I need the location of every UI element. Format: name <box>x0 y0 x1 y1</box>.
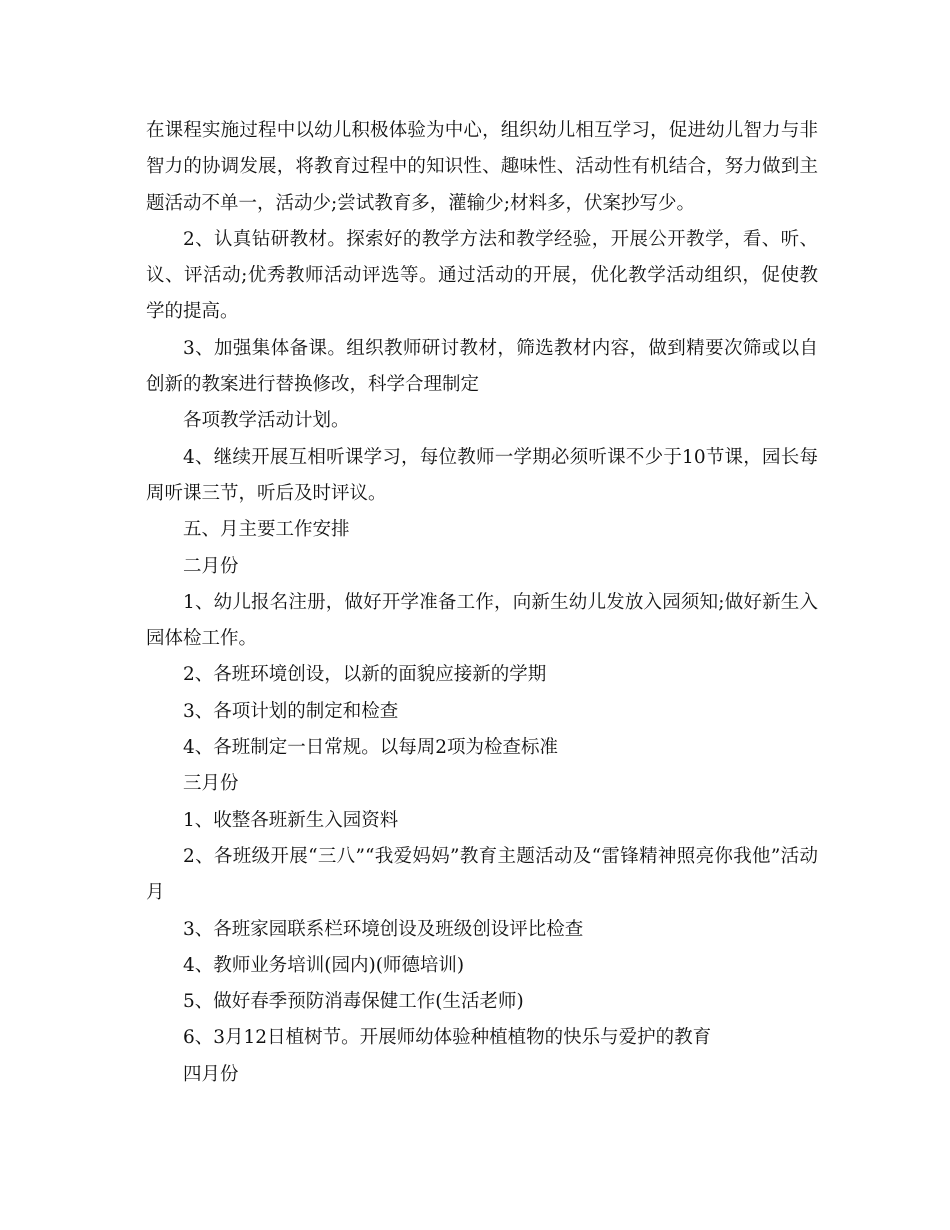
march-item-1: 1、收整各班新生入园资料 <box>183 809 399 831</box>
paragraph-1: 在课程实施过程中以幼儿积极体验为中心，组织幼儿相互学习，促进幼儿智力与非智力的协调发展，将教育过程中的知识性、趣味性、活动性有机结合，努力做到主题活动不单一，活动少;尝试教育多，灌输少;材料多，伏案抄写少。 <box>146 120 818 214</box>
february-item-4: 4、各班制定一日常规。以每周2项为检查标准 <box>183 737 559 759</box>
february-item-2: 2、各班环境创设，以新的面貌应接新的学期 <box>183 664 547 686</box>
march-item-3: 3、各班家园联系栏环境创设及班级创设评比检查 <box>183 918 584 940</box>
paragraph-2: 2、认真钻研教材。探索好的教学方法和教学经验，开展公开教学，看、听、议、评活动;优秀教师活动评选等。通过活动的开展，优化教学活动组织，促使教学的提高。 <box>146 228 818 323</box>
paragraph-3: 3、加强集体备课。组织教师研讨教材，筛选教材内容，做到精要次筛或以自创新的教案进行替换修改，科学合理制定 <box>146 337 818 396</box>
february-item-3: 3、各项计划的制定和检查 <box>183 700 399 722</box>
paragraph-5: 4、继续开展互相听课学习，每位教师一学期必须听课不少于10节课，园长每周听课三节，听后及时评议。 <box>146 446 818 504</box>
month-heading-february: 二月份 <box>183 555 239 577</box>
march-item-5: 5、做好春季预防消毒保健工作(生活老师) <box>183 991 524 1013</box>
march-item-6: 6、3月12日植树节。开展师幼体验种植植物的快乐与爱护的教育 <box>183 1027 712 1049</box>
month-heading-march: 三月份 <box>183 773 239 795</box>
document-body <box>146 113 818 1093</box>
march-item-4: 4、教师业务培训(园内)(师德培训) <box>183 954 465 976</box>
march-item-2: 2、各班级开展“三八”“我爱妈妈”教育主题活动及“雷锋精神照亮你我他”活动月 <box>146 845 818 904</box>
section-heading-monthly-plan: 五、月主要工作安排 <box>183 519 350 541</box>
paragraph-4: 各项教学活动计划。 <box>183 410 350 432</box>
february-item-1: 1、幼儿报名注册，做好开学准备工作，向新生幼儿发放入园须知;做好新生入园体检工作。 <box>146 591 818 650</box>
month-heading-april: 四月份 <box>183 1063 239 1085</box>
